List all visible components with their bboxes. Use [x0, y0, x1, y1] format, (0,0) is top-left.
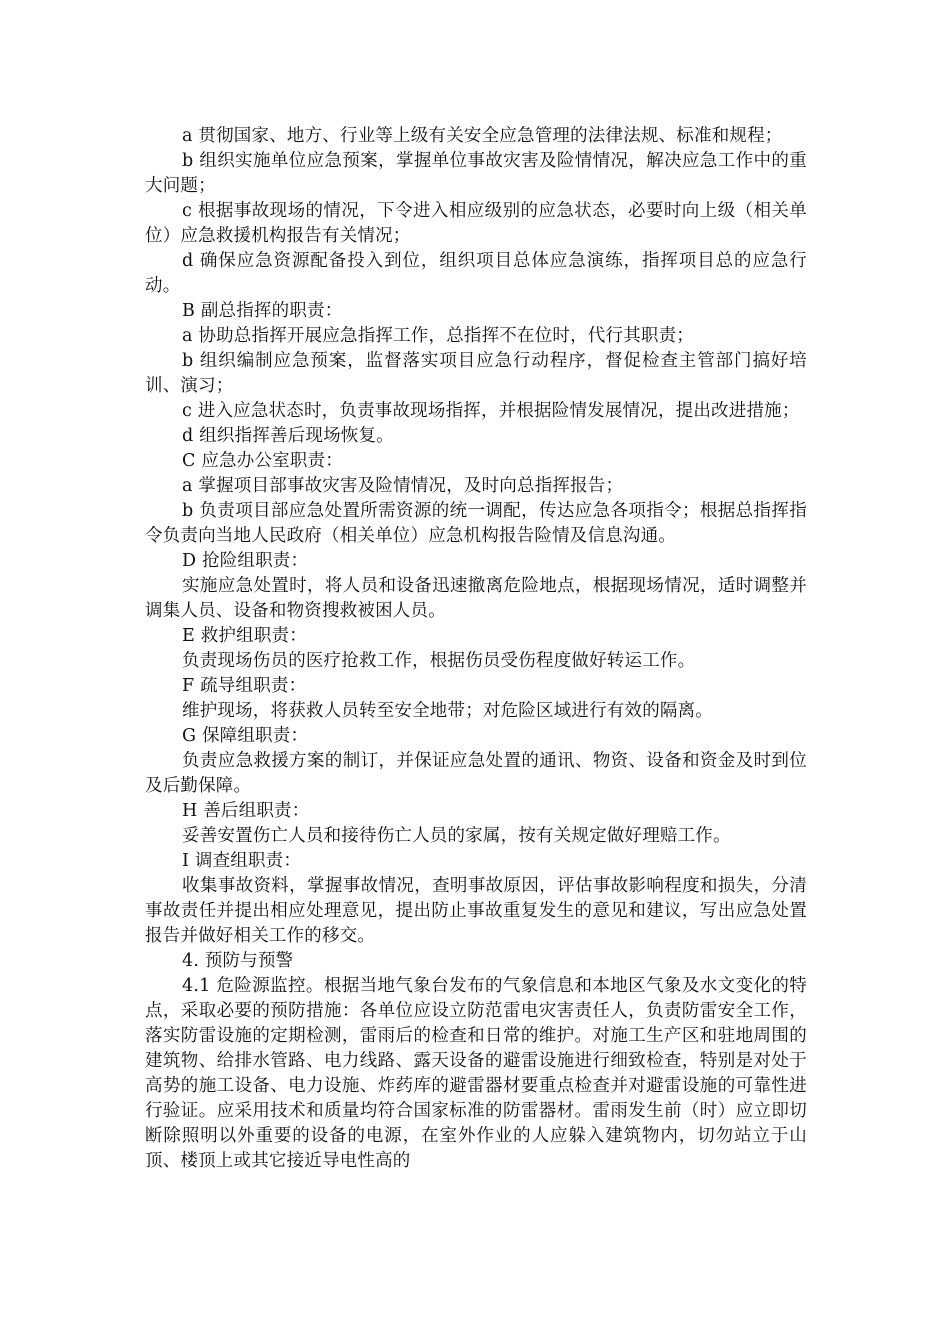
section-heading: F 疏导组职责： — [182, 676, 307, 696]
section-heading: E 救护组职责： — [182, 626, 307, 646]
paragraph: c 进入应急状态时，负责事故现场指挥，并根据险情发展情况，提出改进措施； — [182, 401, 800, 421]
section-heading: G 保障组职责： — [182, 726, 309, 746]
section-heading: C 应急办公室职责： — [182, 451, 343, 471]
document-body — [145, 124, 807, 1174]
paragraph: d 确保应急资源配备投入到位，组织项目总体应急演练，指挥项目总的应急行动。 — [145, 251, 807, 296]
paragraph: c 根据事故现场的情况，下令进入相应级别的应急状态，必要时向上级（相关单位）应急救援机构报告有关情况； — [145, 201, 807, 246]
section-heading: 4. 预防与预警 — [182, 951, 294, 971]
paragraph: 4.1 危险源监控。根据当地气象台发布的气象信息和本地区气象及水文变化的特点，采取必要的预防措施：各单位应设立防范雷电灾害责任人，负责防雷安全工作，落实防雷设施的定期检测，雷雨后的检查和日常的维护。对施工生产区和驻地周围的建筑物、给排水管路、电力线路、露天设备的避雷设施进行细致检查，特别是对处于高势的施工设备、电力设施、炸药库的避雷器材要重点检查并对避雷设施的可靠性进行验证。应采用技术和质量均符合国家标准的防雷器材。雷雨发生前（时）应立即切断除照明以外重要的设备的电源，在室外作业的人应躲入建筑物内，切勿站立于山顶、楼顶上或其它接近导电性高的 — [145, 976, 807, 1171]
section-heading: B 副总指挥的职责： — [182, 301, 343, 321]
paragraph: b 组织实施单位应急预案，掌握单位事故灾害及险情情况，解决应急工作中的重大问题； — [145, 151, 807, 196]
section-heading: I 调查组职责： — [182, 851, 302, 871]
paragraph: 维护现场，将获救人员转至安全地带；对危险区域进行有效的隔离。 — [182, 701, 713, 721]
paragraph: b 组织编制应急预案，监督落实项目应急行动程序，督促检查主管部门搞好培训、演习； — [145, 351, 807, 396]
paragraph: 收集事故资料，掌握事故情况，查明事故原因，评估事故影响程度和损失，分清事故责任并提出相应处理意见，提出防止事故重复发生的意见和建议，写出应急处置报告并做好相关工作的移交。 — [145, 876, 807, 946]
paragraph: a 贯彻国家、地方、行业等上级有关安全应急管理的法律法规、标准和规程； — [182, 126, 783, 146]
paragraph: 妥善安置伤亡人员和接待伤亡人员的家属，按有关规定做好理赔工作。 — [182, 826, 731, 846]
paragraph: 负责应急救援方案的制订，并保证应急处置的通讯、物资、设备和资金及时到位及后勤保障。 — [145, 751, 807, 796]
section-heading: H 善后组职责： — [182, 801, 310, 821]
paragraph: d 组织指挥善后现场恢复。 — [182, 426, 394, 446]
paragraph: a 协助总指挥开展应急指挥工作，总指挥不在位时，代行其职责； — [182, 326, 694, 346]
paragraph: 实施应急处置时，将人员和设备迅速撤离危险地点，根据现场情况，适时调整并调集人员、设备和物资搜救被困人员。 — [145, 576, 807, 621]
section-heading: D 抢险组职责： — [182, 551, 309, 571]
paragraph: b 负责项目部应急处置所需资源的统一调配，传达应急各项指令；根据总指挥指令负责向当地人民政府（相关单位）应急机构报告险情及信息沟通。 — [145, 501, 807, 546]
paragraph: a 掌握项目部事故灾害及险情情况，及时向总指挥报告； — [182, 476, 624, 496]
paragraph: 负责现场伤员的医疗抢救工作，根据伤员受伤程度做好转运工作。 — [182, 651, 696, 671]
